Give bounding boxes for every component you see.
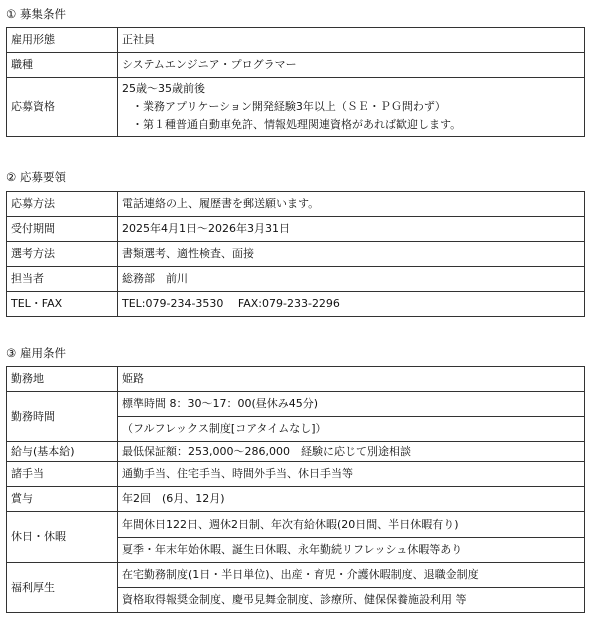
row-value: 2025年4月1日～2026年3月31日 xyxy=(118,217,585,242)
row-value: 年2回 (6月、12月) xyxy=(118,487,585,512)
row-label: 休日・休暇 xyxy=(7,512,118,563)
row-value: 書類選考、適性検査、面接 xyxy=(118,242,585,267)
row-value: 在宅勤務制度(1日・半日単位)、出産・育児・介護休暇制度、退職金制度 xyxy=(118,563,585,588)
row-label: 雇用形態 xyxy=(7,28,118,53)
employment-table xyxy=(6,366,585,613)
row-label: 賞与 xyxy=(7,487,118,512)
table-row xyxy=(7,462,585,487)
table-row xyxy=(7,217,585,242)
row-label: 選考方法 xyxy=(7,242,118,267)
row-value: （フルフレックス制度[コアタイムなし]） xyxy=(118,417,585,442)
row-label: 応募方法 xyxy=(7,192,118,217)
row-value: システムエンジニア・プログラマー xyxy=(118,53,585,78)
table-row xyxy=(7,442,585,462)
table-row xyxy=(7,563,585,588)
value-line: 25歳～35歳前後 xyxy=(122,82,205,95)
application-table xyxy=(6,191,585,317)
value-line: ・第１種普通自動車免許、情報処理関連資格があれば歓迎します。 xyxy=(132,118,462,131)
row-value: 通勤手当、住宅手当、時間外手当、休日手当等 xyxy=(118,462,585,487)
recruitment-table xyxy=(6,27,585,137)
row-label: 給与(基本給) xyxy=(7,442,118,462)
row-label: 受付期間 xyxy=(7,217,118,242)
table-row xyxy=(7,242,585,267)
row-value xyxy=(118,78,585,137)
row-value: 最低保証額：253,000～286,000 経験に応じて別途相談 xyxy=(118,442,585,462)
value-line: ・業務アプリケーション開発経験3年以上（ＳＥ・ＰＧ問わず） xyxy=(132,100,446,113)
table-row xyxy=(7,53,585,78)
row-label: 諸手当 xyxy=(7,462,118,487)
row-label: 勤務地 xyxy=(7,367,118,392)
table-row xyxy=(7,487,585,512)
row-label: 福利厚生 xyxy=(7,563,118,613)
section3-heading: ③ 雇用条件 xyxy=(6,346,66,360)
table-row xyxy=(7,78,585,137)
row-value: 電話連絡の上、履歴書を郵送願います。 xyxy=(118,192,585,217)
row-value: 総務部 前川 xyxy=(118,267,585,292)
table-row xyxy=(7,367,585,392)
row-value: 資格取得報奨金制度、慶弔見舞金制度、診療所、健保保養施設利用 等 xyxy=(118,588,585,613)
row-label: TEL・FAX xyxy=(7,292,118,317)
section2-heading: ② 応募要領 xyxy=(6,170,66,184)
row-value: 年間休日122日、週休2日制、年次有給休暇(20日間、半日休暇有り) xyxy=(118,512,585,538)
row-value: 正社員 xyxy=(118,28,585,53)
row-value: TEL:079-234-3530 FAX:079-233-2296 xyxy=(118,292,585,317)
row-label: 担当者 xyxy=(7,267,118,292)
row-value: 標準時間 8：30～17：00(昼休み45分) xyxy=(118,392,585,417)
table-row xyxy=(7,292,585,317)
table-row xyxy=(7,28,585,53)
table-row xyxy=(7,192,585,217)
row-label: 応募資格 xyxy=(7,78,118,137)
row-label: 職種 xyxy=(7,53,118,78)
section1-heading: ① 募集条件 xyxy=(6,7,66,21)
table-row xyxy=(7,267,585,292)
row-label: 勤務時間 xyxy=(7,392,118,442)
table-row xyxy=(7,512,585,538)
table-row xyxy=(7,392,585,417)
row-value: 姫路 xyxy=(118,367,585,392)
row-value: 夏季・年末年始休暇、誕生日休暇、永年勤続リフレッシュ休暇等あり xyxy=(118,538,585,563)
